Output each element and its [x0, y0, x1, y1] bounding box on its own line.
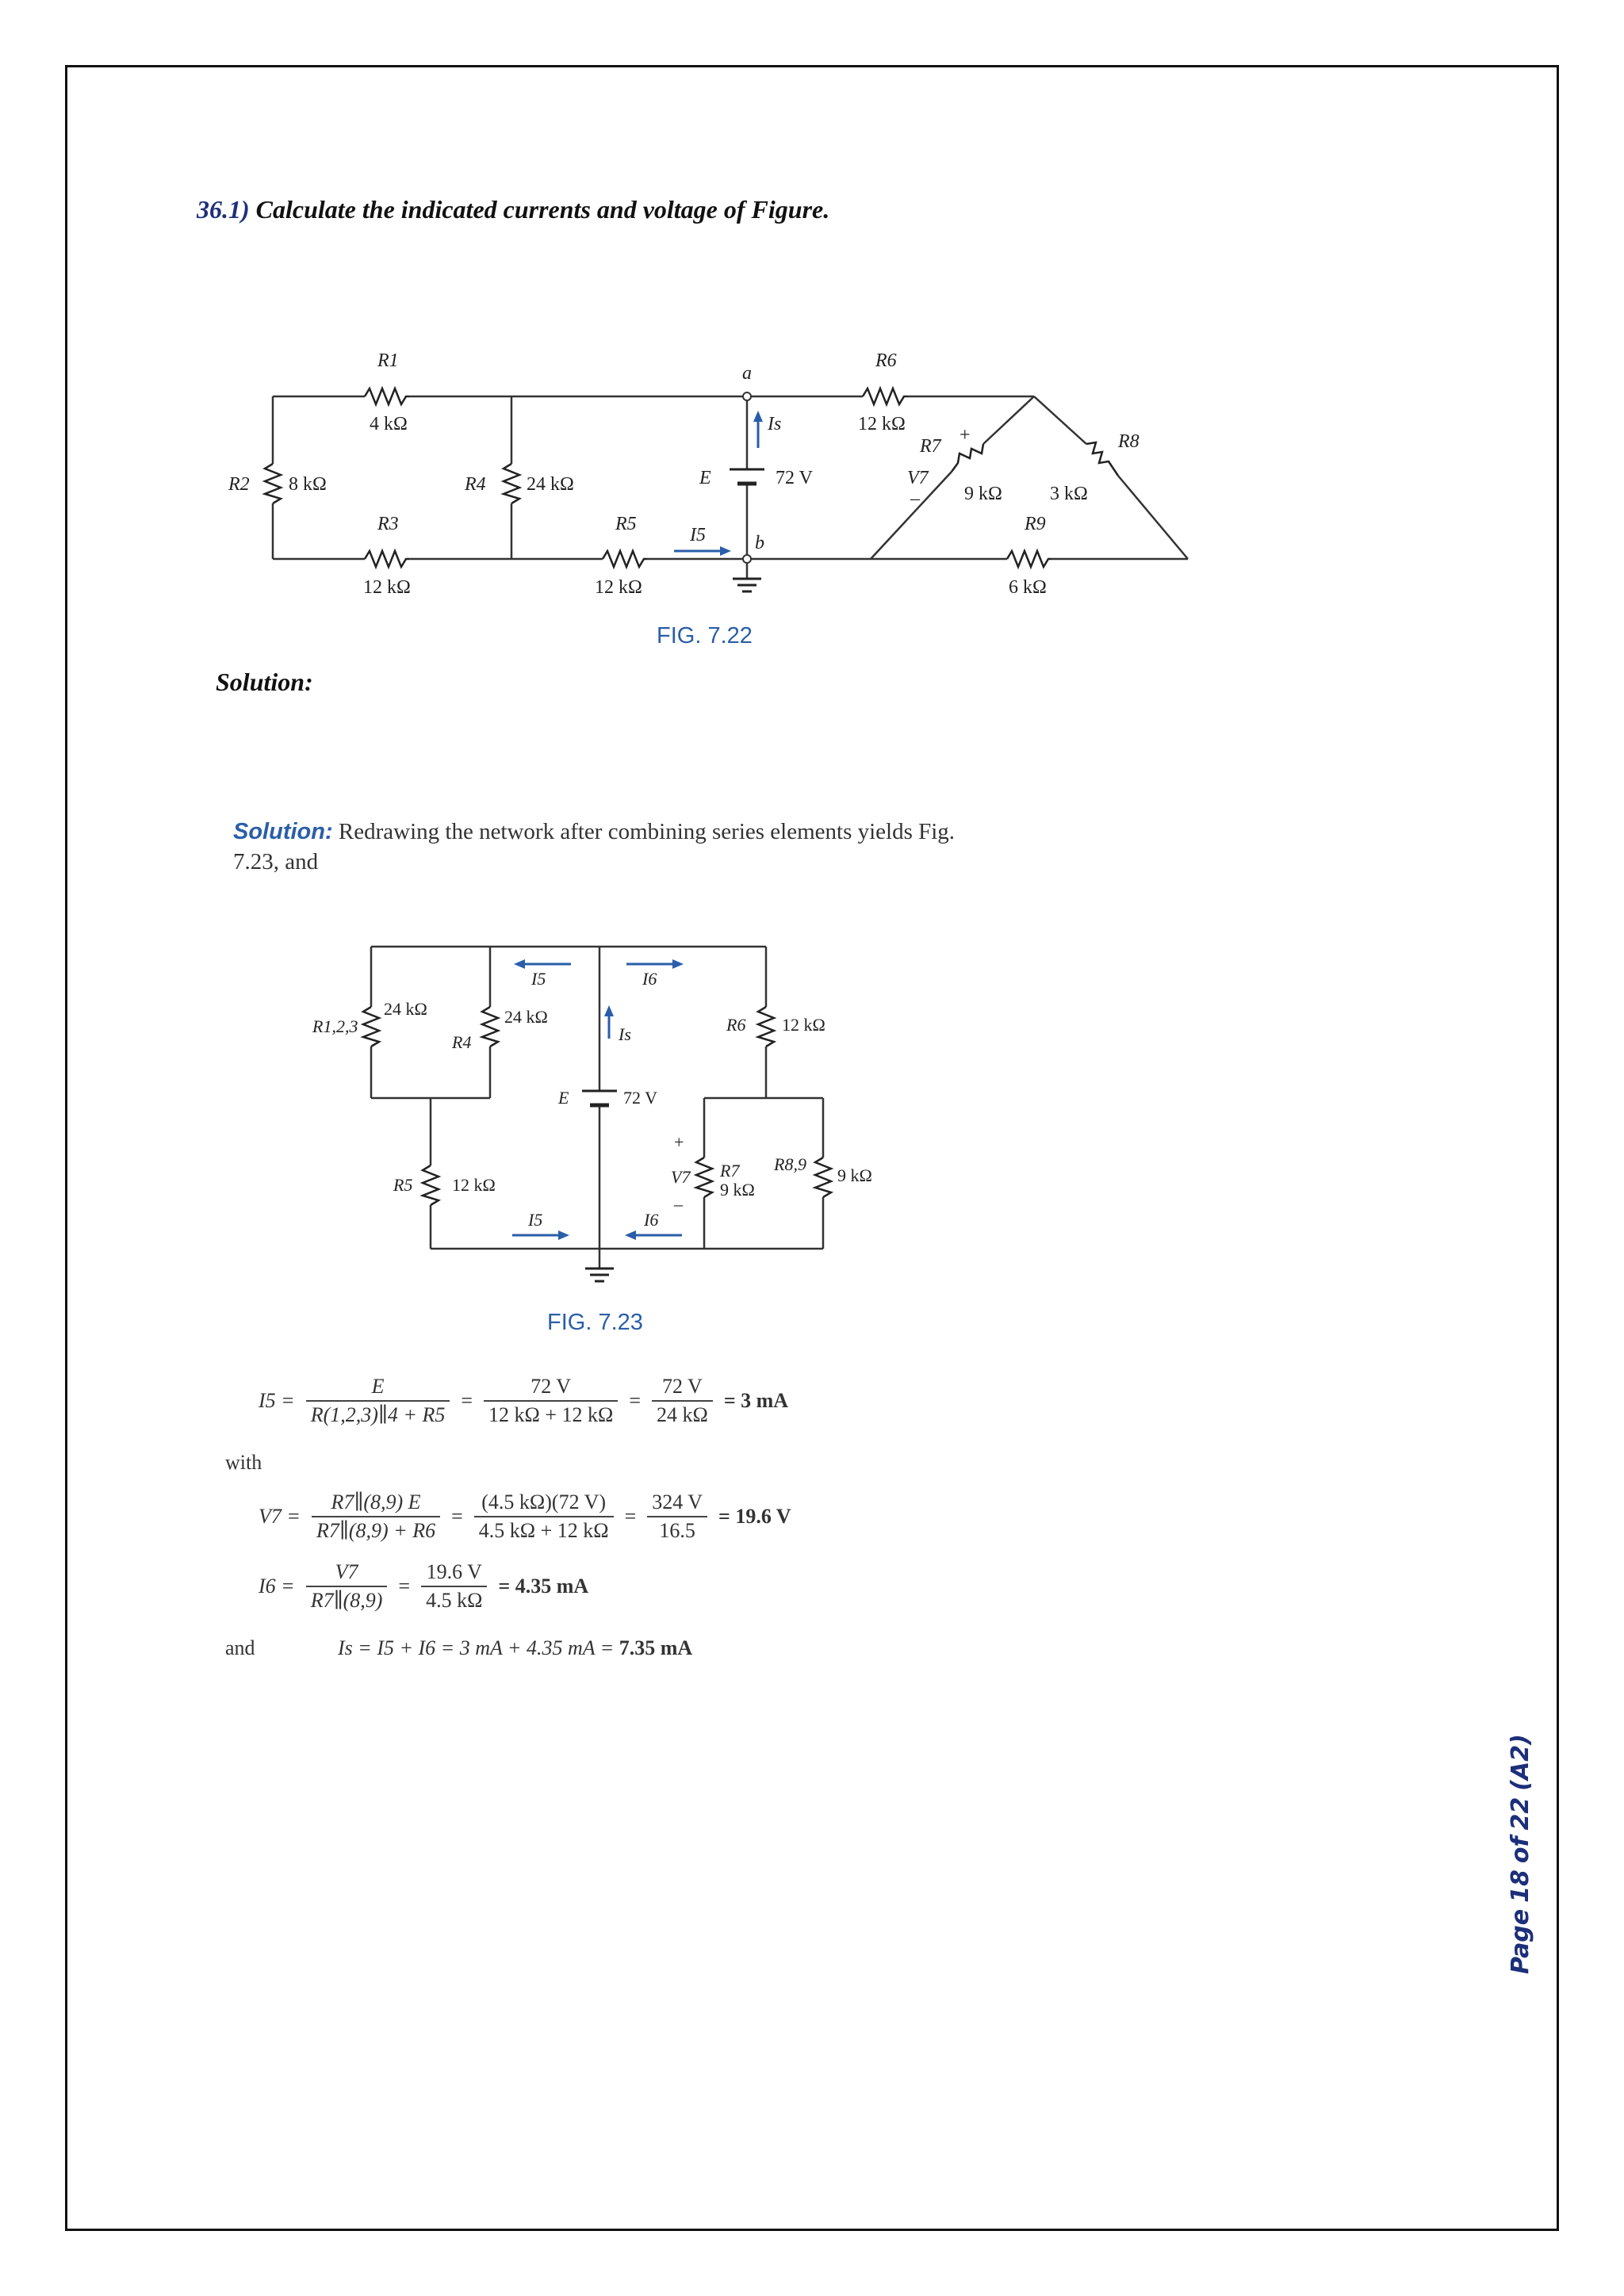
footer-code: (A2): [1507, 1734, 1534, 1791]
label-e: E: [699, 468, 711, 488]
value-r6: 12 kΩ: [858, 414, 906, 434]
value-r8: 3 kΩ: [1050, 484, 1088, 504]
current-arrow-i6-top: [626, 959, 684, 969]
fig-7-23-caption: FIG. 7.23: [547, 1310, 643, 1335]
footer-of: of: [1507, 1836, 1534, 1864]
value-r4: 24 kΩ: [527, 474, 574, 495]
eq-v7-frac2: $\frac{(4.5 k\Omega)(72 V)}{4.5 k\Omega + 12 k\Omega}$: [474, 1490, 614, 1543]
label-r9: R9: [1025, 514, 1046, 534]
circuit-figure-7-23: [301, 936, 920, 1308]
label-r8: R8: [1118, 431, 1139, 452]
node-a: a: [742, 363, 752, 384]
value-r9: 6 kΩ: [1009, 577, 1047, 598]
label-i6-bottom: I6: [644, 1210, 659, 1230]
label-r7: R7: [720, 1161, 740, 1181]
current-arrow-i5-top: [514, 959, 571, 969]
footer-page-word: Page: [1507, 1908, 1534, 1974]
current-arrow-is: [753, 411, 763, 448]
value-r7: 9 kΩ: [964, 484, 1002, 504]
page-number-footer: [1507, 1712, 1542, 1974]
value-r3: 12 kΩ: [363, 577, 411, 598]
label-r3: R3: [377, 514, 399, 534]
value-e: 72 V: [623, 1088, 657, 1108]
label-r7: R7: [920, 436, 941, 457]
label-r4: R4: [452, 1032, 472, 1052]
label-i5: I5: [690, 525, 706, 545]
label-is: Is: [768, 414, 782, 434]
value-r89: 9 kΩ: [837, 1165, 872, 1185]
question-text: Calculate the indicated currents and voltage of Figure.: [255, 195, 830, 224]
solution-label: Solution:: [216, 668, 313, 696]
eq-v7-frac3: $\frac{324 V}{16.5}$: [647, 1490, 707, 1543]
label-e: E: [558, 1088, 569, 1108]
label-minus: –: [910, 488, 920, 509]
value-e: 72 V: [776, 468, 813, 488]
circuit-figure-7-22: [222, 341, 1221, 658]
word-and: and: [225, 1636, 255, 1659]
solution-body: Redrawing the network after combining series elements yields Fig. 7.23, and: [233, 819, 956, 874]
eq-i6-frac1: $\frac{V7}{R7\parallel(8,9)}$: [306, 1560, 388, 1613]
label-v7: V7: [907, 468, 929, 488]
eq-v7-result: = 19.6 V: [718, 1505, 791, 1528]
word-with: with: [225, 1451, 262, 1474]
label-r2: R2: [228, 474, 250, 495]
fig-7-22-caption: FIG. 7.22: [657, 623, 753, 649]
label-i5-bottom: I5: [528, 1210, 543, 1230]
current-arrow-i5: [674, 546, 731, 556]
eq-i6-frac2: $\frac{19.6 V}{4.5 k\Omega}$: [421, 1560, 487, 1613]
label-r5: R5: [615, 514, 637, 534]
footer-total: 22: [1507, 1797, 1534, 1831]
label-r1: R1: [377, 350, 399, 371]
value-r4: 24 kΩ: [504, 1007, 548, 1027]
equation-v7: V7 = $\frac{R7\parallel(8,9) E}{R7\parallel(8,9) + R6}$ = $\frac{(4.5 k\Omega)(72 V)}{4.5 k\Omega + 12 k\Omega}$ = $\frac{324 V}{16.5}$ = 19.6 V: [259, 1490, 791, 1542]
solution-head: Solution:: [233, 819, 333, 844]
label-minus: –: [674, 1194, 683, 1214]
value-r5: 12 kΩ: [595, 577, 642, 598]
solution-paragraph: [233, 817, 979, 877]
eq-i5-result: = 3 mA: [723, 1389, 789, 1412]
eq-i5-lhs: I5 =: [259, 1389, 295, 1412]
label-is: Is: [619, 1024, 631, 1044]
label-r6: R6: [875, 350, 897, 371]
eq-i6-lhs: I6 =: [259, 1575, 295, 1598]
value-r6: 12 kΩ: [782, 1015, 825, 1035]
eq-v7-frac1: $\frac{R7\parallel(8,9) E}{R7\parallel(8,9) + R6}$: [312, 1490, 440, 1543]
value-r123: 24 kΩ: [384, 999, 427, 1019]
label-r6: R6: [726, 1015, 746, 1035]
equation-i5: I5 = $\frac{E}{R(1,2,3)\parallel 4 + R5}$ = $\frac{72 V}{12 k\Omega + 12 k\Omega}$ = $\frac{72 V}{24 k\Omega}$ = 3 mA: [259, 1375, 789, 1426]
eq-i5-frac3: $\frac{72 V}{24 k\Omega}$: [652, 1375, 713, 1427]
current-arrow-i5-bottom: [512, 1230, 569, 1240]
value-r1: 4 kΩ: [370, 414, 408, 434]
current-arrow-i6-bottom: [625, 1230, 682, 1240]
equation-i6: I6 = $\frac{V7}{R7\parallel(8,9)}$ = $\frac{19.6 V}{4.5 k\Omega}$ = 4.35 mA: [259, 1560, 589, 1612]
label-i6-top: I6: [642, 969, 657, 989]
label-i5-top: I5: [531, 969, 546, 989]
label-r4: R4: [465, 474, 486, 495]
question-number: 36.1): [197, 195, 250, 224]
eq-i5-frac2: $\frac{72 V}{12 k\Omega + 12 k\Omega}$: [484, 1375, 618, 1427]
label-r5: R5: [393, 1175, 413, 1195]
eq-i6-result: = 4.35 mA: [498, 1575, 589, 1598]
eq-i5-frac1: $\frac{E}{R(1,2,3)\parallel 4 + R5}$: [306, 1375, 450, 1427]
node-b: b: [755, 533, 764, 553]
value-r5: 12 kΩ: [452, 1175, 496, 1195]
footer-page-num: 18: [1507, 1869, 1534, 1903]
value-r2: 8 kΩ: [289, 474, 327, 495]
eq-v7-lhs: V7 =: [259, 1505, 301, 1528]
label-r89: R8,9: [774, 1154, 806, 1174]
label-v7: V7: [671, 1167, 691, 1187]
equation-is: [338, 1636, 692, 1660]
current-arrow-is: [604, 1005, 614, 1039]
label-r123: R1,2,3: [312, 1016, 358, 1036]
value-r7: 9 kΩ: [720, 1180, 755, 1200]
eq-is-text: Is = I5 + I6 = 3 mA + 4.35 mA =: [338, 1636, 615, 1659]
eq-is-result: 7.35 mA: [619, 1636, 693, 1659]
label-plus: +: [959, 425, 971, 446]
label-plus: +: [674, 1132, 684, 1152]
question-heading: [197, 195, 829, 224]
